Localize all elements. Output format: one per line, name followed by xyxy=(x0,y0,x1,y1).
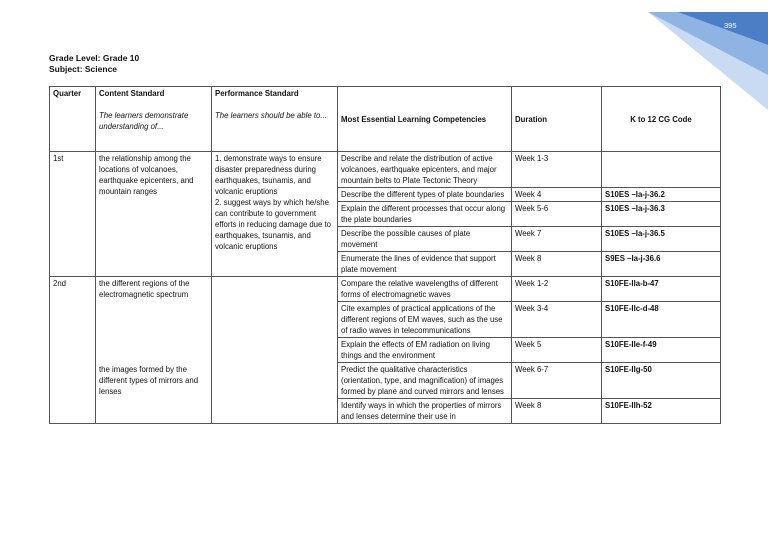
table-row xyxy=(50,152,721,188)
code-cell: S10ES –Ia-j-36.5 xyxy=(602,227,721,252)
code-cell: S10FE-IIe-f-49 xyxy=(602,338,721,363)
competency-cell: Identify ways in which the properties of mirrors and lenses determine their use in xyxy=(338,399,512,424)
competency-cell: Describe the different types of plate boundaries xyxy=(338,188,512,202)
content-standard-cell: the different regions of the electromagnetic spectrum xyxy=(96,277,212,363)
code-cell: S10FE-IIa-b-47 xyxy=(602,277,721,302)
header-code: K to 12 CG Code xyxy=(602,87,721,152)
header-performance-standard-sub: The learners should be able to... xyxy=(215,111,327,120)
competency-cell: Describe the possible causes of plate movement xyxy=(338,227,512,252)
quarter-cell: 1st xyxy=(50,152,96,277)
subject: Subject: Science xyxy=(49,64,118,74)
duration-cell: Week 7 xyxy=(512,227,602,252)
duration-cell: Week 6-7 xyxy=(512,363,602,399)
grade-level: Grade Level: Grade 10 xyxy=(49,53,140,63)
code-cell xyxy=(602,152,721,188)
header-duration: Duration xyxy=(512,87,602,152)
duration-cell: Week 1-2 xyxy=(512,277,602,302)
competency-cell: Explain the different processes that occur along the plate boundaries xyxy=(338,202,512,227)
content-standard-cell: the relationship among the locations of volcanoes, earthquake epicenters, and mountain ranges xyxy=(96,152,212,277)
duration-cell: Week 5 xyxy=(512,338,602,363)
header-content-standard-sub: The learners demonstrate understanding of... xyxy=(99,111,189,131)
performance-standard-cell: 1. demonstrate ways to ensure disaster preparedness during earthquakes, tsunamis, and volcanic eruptions 2. suggest ways by which he/she can contribute to government efforts in reducing damage due to earthquakes, tsunamis, and volcanic eruptions xyxy=(212,152,338,277)
code-cell: S10FE-IIc-d-48 xyxy=(602,302,721,338)
competency-cell: Explain the effects of EM radiation on living things and the environment xyxy=(338,338,512,363)
page-number: 395 xyxy=(724,21,737,30)
header-performance-standard: Performance Standard The learners should be able to... xyxy=(212,87,338,152)
duration-cell: Week 8 xyxy=(512,252,602,277)
competency-cell: Compare the relative wavelengths of different forms of electromagnetic waves xyxy=(338,277,512,302)
code-cell: S10ES –Ia-j-36.2 xyxy=(602,188,721,202)
duration-cell: Week 4 xyxy=(512,188,602,202)
code-cell: S10ES –Ia-j-36.3 xyxy=(602,202,721,227)
duration-cell: Week 8 xyxy=(512,399,602,424)
header-competencies: Most Essential Learning Competencies xyxy=(338,87,512,152)
competency-cell: Cite examples of practical applications of the different regions of EM waves, such as the use of radio waves in telecommunications xyxy=(338,302,512,338)
duration-cell: Week 1-3 xyxy=(512,152,602,188)
performance-standard-cell xyxy=(212,277,338,424)
table-row xyxy=(50,363,721,399)
code-cell: S9ES –Ia-j-36.6 xyxy=(602,252,721,277)
duration-cell: Week 5-6 xyxy=(512,202,602,227)
duration-cell: Week 3-4 xyxy=(512,302,602,338)
table-row xyxy=(50,277,721,302)
competency-cell: Enumerate the lines of evidence that support plate movement xyxy=(338,252,512,277)
content-standard-cell: the images formed by the different types of mirrors and lenses xyxy=(96,363,212,424)
code-cell: S10FE-IIh-52 xyxy=(602,399,721,424)
competency-cell: Describe and relate the distribution of active volcanoes, earthquake epicenters, and major mountain belts to Plate Tectonic Theory xyxy=(338,152,512,188)
competency-cell: Predict the qualitative characteristics (orientation, type, and magnification) of images formed by plane and curved mirrors and lenses xyxy=(338,363,512,399)
quarter-cell: 2nd xyxy=(50,277,96,424)
header-quarter: Quarter xyxy=(50,87,96,152)
header-content-standard: Content Standard The learners demonstrate understanding of... xyxy=(96,87,212,152)
table-header-row xyxy=(50,87,721,152)
code-cell: S10FE-IIg-50 xyxy=(602,363,721,399)
curriculum-table xyxy=(49,86,721,424)
